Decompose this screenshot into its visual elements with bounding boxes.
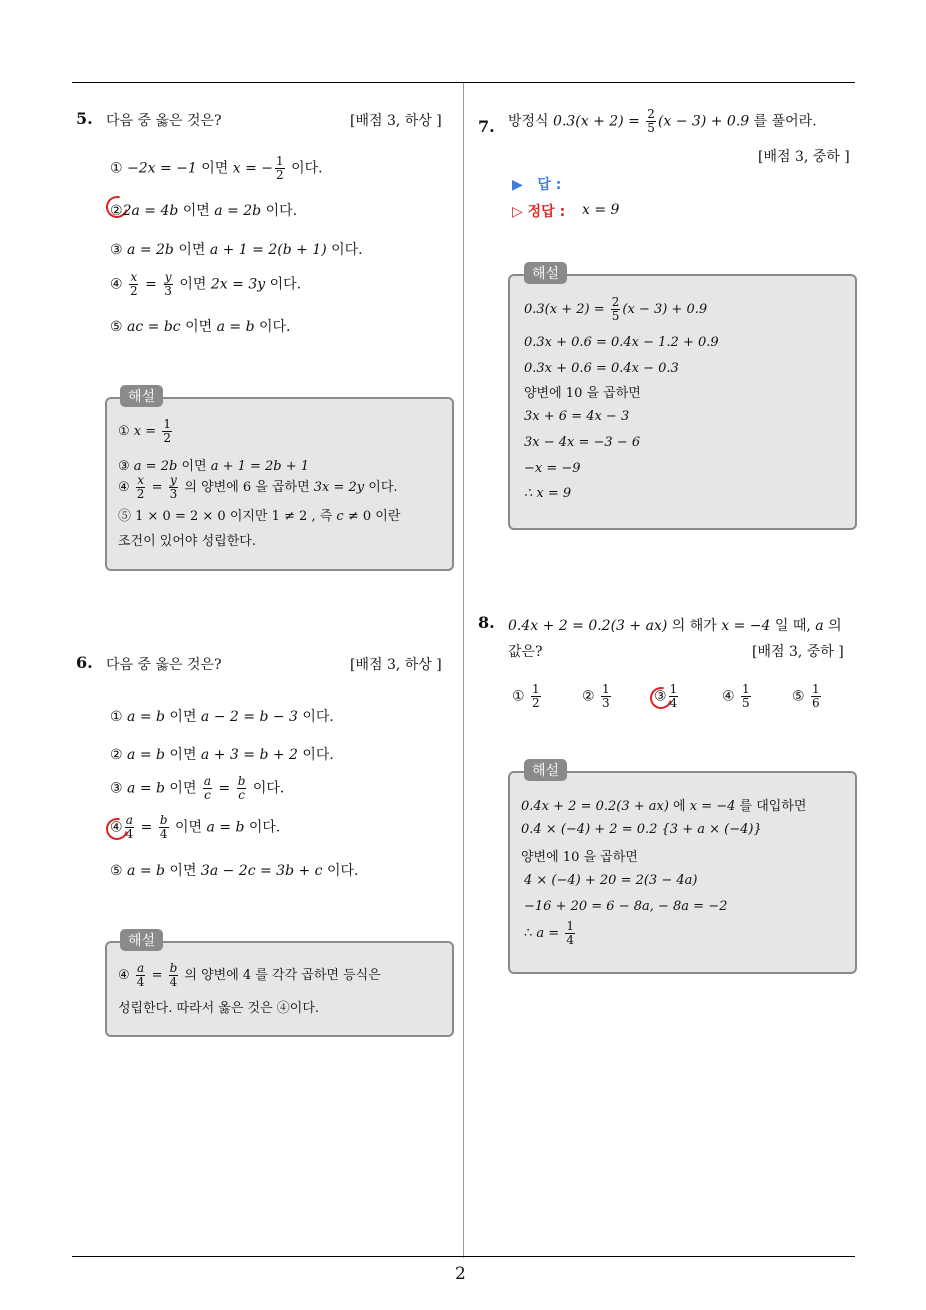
- q8-explanation-tag: 해설: [524, 759, 567, 781]
- q6-exp-line-2: 성립한다. 따라서 옳은 것은 ④이다.: [118, 1001, 320, 1016]
- q8-choice-5[interactable]: ⑤ $\frac{1}{6}$: [792, 682, 820, 710]
- q5-points: [배점 3, 하상 ]: [350, 113, 442, 129]
- q8-exp-line-5: −16 + 20 = 6 − 8a, − 8a = −2: [524, 899, 728, 914]
- q5-explanation-tag: 해설: [120, 385, 163, 407]
- q8-choice-3[interactable]: ③ $\frac{1}{4}$: [654, 682, 678, 710]
- q7-exp-line-5: 3x + 6 = 4x − 3: [524, 409, 630, 424]
- q8-question-line-2: 값은?: [508, 644, 543, 660]
- q8-number: 8.: [478, 613, 495, 632]
- q7-exp-line-3: 0.3x + 0.6 = 0.4x − 0.3: [524, 361, 679, 376]
- q7-explanation-tag: 해설: [524, 262, 567, 284]
- q5-choice-2[interactable]: ②2a = 4b 이면 a = 2b 이다.: [110, 203, 298, 219]
- q6-choice-2[interactable]: ② a = b 이면 a + 3 = b + 2 이다.: [110, 747, 334, 763]
- page-number: 2: [455, 1264, 466, 1284]
- q5-exp-line-3: ④ $\frac{x}{2}$ = $\frac{y}{3}$ 의 양변에 6 을 곱하면 3x = 2y 이다.: [118, 473, 398, 501]
- column-divider: [463, 83, 464, 1258]
- q5-exp-line-2: ③ a = 2b 이면 a + 1 = 2b + 1: [118, 459, 310, 474]
- q6-explanation-box: [105, 941, 454, 1037]
- q5-exp-line-4: ⑤ 1 × 0 = 2 × 0 이지만 1 ≠ 2 , 즉 c ≠ 0 이란: [118, 509, 401, 524]
- q6-choice-4[interactable]: ④ $\frac{a}{4}$ = $\frac{b}{4}$ 이면 a = b 이다.: [110, 813, 281, 841]
- q5-number: 5.: [76, 109, 93, 128]
- q8-exp-line-2: 0.4 × (−4) + 2 = 0.2 {3 + a × (−4)}: [521, 822, 762, 837]
- q5-choice-1[interactable]: ① −2x = −1 이면 x = − $\frac{1}{2}$ 이다.: [110, 154, 323, 182]
- q6-explanation-tag: 해설: [120, 929, 163, 951]
- q7-exp-line-1: 0.3(x + 2) = $\frac{2}{5}$ (x − 3) + 0.9: [524, 295, 708, 323]
- q6-choice-1[interactable]: ① a = b 이면 a − 2 = b − 3 이다.: [110, 709, 334, 725]
- q6-question: 다음 중 옳은 것은?: [106, 657, 222, 673]
- q7-solution-label: ▷ 정답 :: [512, 204, 566, 220]
- q7-exp-line-7: −x = −9: [524, 461, 581, 476]
- q7-exp-line-4: 양변에 10 을 곱하면: [524, 386, 641, 401]
- q6-points: [배점 3, 하상 ]: [350, 657, 442, 673]
- q7-solution-value: x = 9: [582, 202, 620, 218]
- q5-choice-5[interactable]: ⑤ ac = bc 이면 a = b 이다.: [110, 319, 291, 335]
- q8-choice-2[interactable]: ② $\frac{1}{3}$: [582, 682, 610, 710]
- q7-exp-line-8: ∴ x = 9: [524, 486, 572, 501]
- q8-question-line-1: 0.4x + 2 = 0.2(3 + ax) 의 해가 x = −4 일 때, a 의: [508, 618, 842, 634]
- q8-exp-line-6: ∴ a = $\frac{1}{4}$: [524, 919, 574, 947]
- q7-number: 7.: [478, 117, 495, 136]
- q8-points: [배점 3, 중하 ]: [752, 644, 844, 660]
- q8-choice-1[interactable]: ① $\frac{1}{2}$: [512, 682, 540, 710]
- q6-choice-5[interactable]: ⑤ a = b 이면 3a − 2c = 3b + c 이다.: [110, 863, 359, 879]
- q8-choice-4[interactable]: ④ $\frac{1}{5}$: [722, 682, 750, 710]
- bottom-rule: [72, 1256, 855, 1257]
- q5-question: 다음 중 옳은 것은?: [106, 113, 222, 129]
- q7-points: [배점 3, 중하 ]: [758, 149, 850, 165]
- q8-exp-line-4: 4 × (−4) + 20 = 2(3 − 4a): [524, 873, 698, 888]
- q8-exp-line-1: 0.4x + 2 = 0.2(3 + ax) 에 x = −4 를 대입하면: [521, 799, 807, 814]
- q5-choice-3[interactable]: ③ a = 2b 이면 a + 1 = 2(b + 1) 이다.: [110, 242, 363, 258]
- q7-question: 방정식 0.3(x + 2) = $\frac{2}{5}$ (x − 3) + 0.9 를 풀어라.: [508, 107, 817, 135]
- q8-exp-line-3: 양변에 10 을 곱하면: [521, 850, 638, 865]
- q6-number: 6.: [76, 653, 93, 672]
- q6-exp-line-1: ④ $\frac{a}{4}$ = $\frac{b}{4}$ 의 양변에 4 를 각각 곱하면 등식은: [118, 961, 381, 989]
- q6-choice-3[interactable]: ③ a = b 이면 $\frac{a}{c}$ = $\frac{b}{c}$ 이다.: [110, 774, 285, 802]
- q5-exp-line-5: 조건이 있어야 성립한다.: [118, 534, 256, 549]
- q7-exp-line-6: 3x − 4x = −3 − 6: [524, 435, 641, 450]
- q7-exp-line-2: 0.3x + 0.6 = 0.4x − 1.2 + 0.9: [524, 335, 719, 350]
- q7-answer-label[interactable]: ▶ 답 :: [512, 177, 562, 193]
- q5-choice-4[interactable]: ④ $\frac{x}{2}$ = $\frac{y}{3}$ 이면 2x = 3y 이다.: [110, 270, 302, 298]
- q5-exp-line-1: ① x = $\frac{1}{2}$: [118, 417, 171, 445]
